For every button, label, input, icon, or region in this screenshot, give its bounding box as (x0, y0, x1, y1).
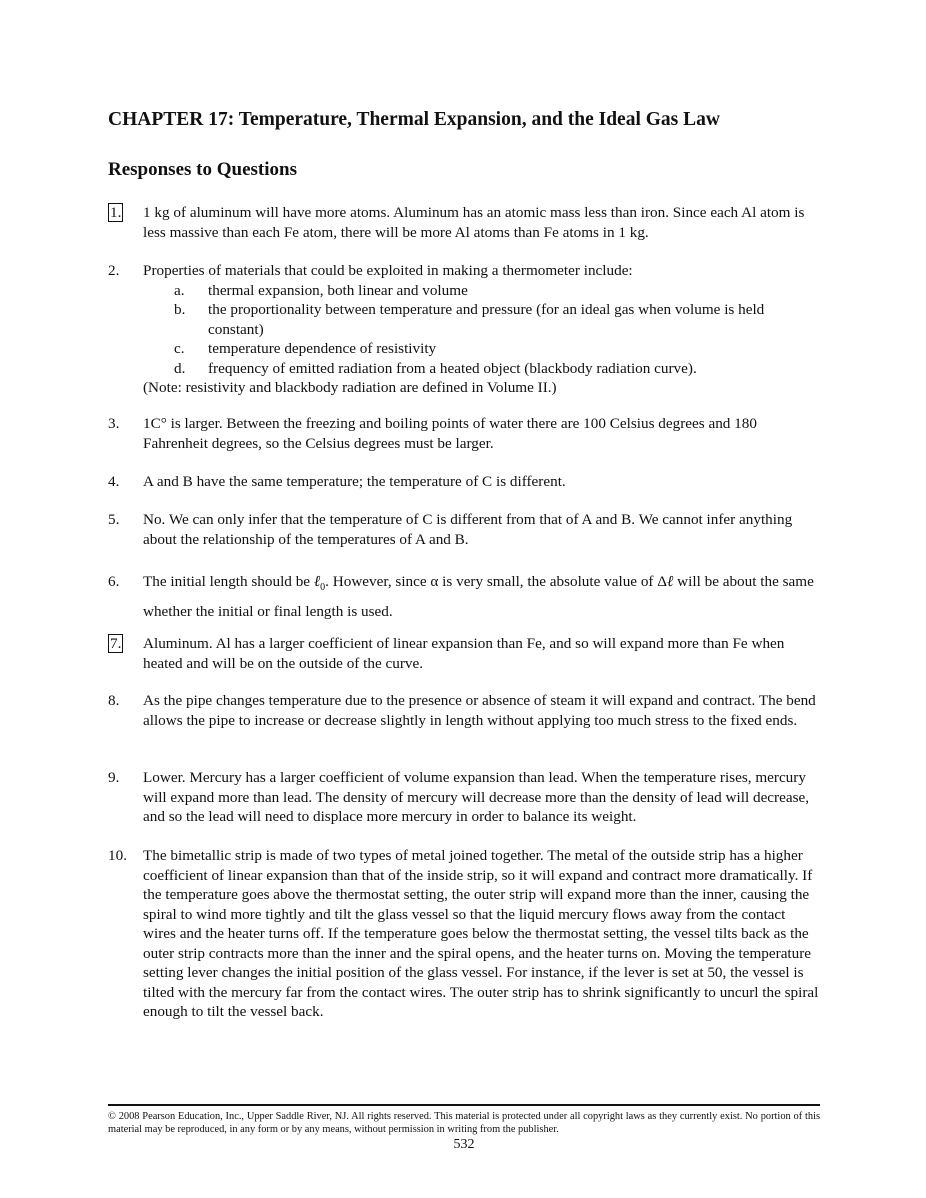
question-number: 2. (108, 262, 120, 279)
question-number: 9. (108, 769, 120, 786)
answer-text: 1 kg of aluminum will have more atoms. Aluminum has an atomic mass less than iron. Since each Al atom is less massive than each Fe atom, there will be more Al atoms than Fe atoms in 1 kg. (143, 204, 805, 241)
question-2 (108, 261, 820, 398)
answer-text: 1C° is larger. Between the freezing and boiling points of water there are 100 Celsius degrees and 180 Fahrenheit degrees, so the Celsius degrees must be larger. (143, 415, 757, 452)
question-number: 6. (108, 573, 120, 590)
ell-symbol: ℓ (313, 573, 321, 590)
chapter-title: CHAPTER 17: Temperature, Thermal Expansion, and the Ideal Gas Law (108, 109, 720, 130)
question-7 (108, 634, 820, 673)
section-title: Responses to Questions (108, 159, 297, 180)
question-1 (108, 203, 820, 242)
list-item: c. temperature dependence of resistivity (174, 340, 437, 357)
question-number: 5. (108, 511, 120, 528)
question-9 (108, 768, 820, 827)
question-8 (108, 691, 820, 730)
answer-text: A and B have the same temperature; the temperature of C is different. (143, 473, 566, 490)
list-item: a. thermal expansion, both linear and volume (174, 281, 468, 299)
subscript: 0 (320, 582, 326, 594)
question-number: 7. (110, 635, 122, 652)
list-item: d. frequency of emitted radiation from a heated object (blackbody radiation curve). (174, 359, 697, 377)
answer-intro: Properties of materials that could be exploited in making a thermometer include: (143, 262, 633, 279)
answer-note: (Note: resistivity and blackbody radiation are defined in Volume II.) (143, 379, 557, 396)
question-number: 3. (108, 415, 120, 432)
answer-text: Lower. Mercury has a larger coefficient of volume expansion than lead. When the temperature rises, mercury will expand more than lead. The density of mercury will decrease more than the density of lead will decrease, and so the lead will need to displace more mercury in order to balance its weight. (143, 769, 810, 825)
answer-text: As the pipe changes temperature due to the presence or absence of steam it will expand and contract. The bend allows the pipe to increase or decrease slightly in length without applying too much stress to the fixed ends. (143, 692, 816, 729)
question-4 (108, 472, 820, 492)
question-number: 8. (108, 692, 120, 709)
list-item: b. the proportionality between temperature and pressure (for an ideal gas when volume is held constant) (174, 301, 765, 338)
answer-text: The bimetallic strip is made of two types of metal joined together. The metal of the outside strip has a higher coefficient of linear expansion than that of the inside strip, so it will expand and contract more dramatically. If the temperature goes above the thermostat setting, the outer strip will expand more than the inner, causing the spiral to wind more tightly and tilt the glass vessel so that the liquid mercury flows away from the contact wires and the heater turns off. If the temperature goes below the thermostat setting, the vessel tilts back as the outer strip contracts more than the inner and the spiral opens, and the heater turns on. Moving the temperature setting lever changes the initial position of the glass vessel. For instance, if the lever is set at 50, the vessel is tilted with the mercury far from the contact wires. The outer strip has to shrink significantly to uncurl the spiral enough to tilt the vessel back. (143, 847, 819, 1020)
question-10 (108, 846, 820, 1022)
question-number: 10. (108, 847, 127, 864)
answer-text: The initial length should be ℓ$_0$. However, since α is very small, the absolute value of Δℓ will be about the same whether the initial or final length is used. (143, 573, 814, 621)
question-number: 4. (108, 473, 120, 490)
question-5 (108, 510, 820, 549)
page-number: 532 (453, 1137, 475, 1152)
question-3 (108, 414, 820, 453)
ell-symbol: ℓ (667, 573, 674, 590)
answer-text: Aluminum. Al has a larger coefficient of linear expansion than Fe, and so will expand more than Fe when heated and will be on the outside of the curve. (143, 635, 785, 672)
answer-text: No. We can only infer that the temperature of C is different from that of A and B. We cannot infer anything about the relationship of the temperatures of A and B. (143, 511, 793, 548)
question-6 (108, 570, 820, 624)
copyright-notice: © 2008 Pearson Education, Inc., Upper Saddle River, NJ. All rights reserved. This material is protected under all copyright laws as they currently exist. No portion of this material may be reproduced, in any form or by any means, without permission in writing from the publisher. (108, 1104, 820, 1136)
question-number: 1. (110, 204, 122, 221)
